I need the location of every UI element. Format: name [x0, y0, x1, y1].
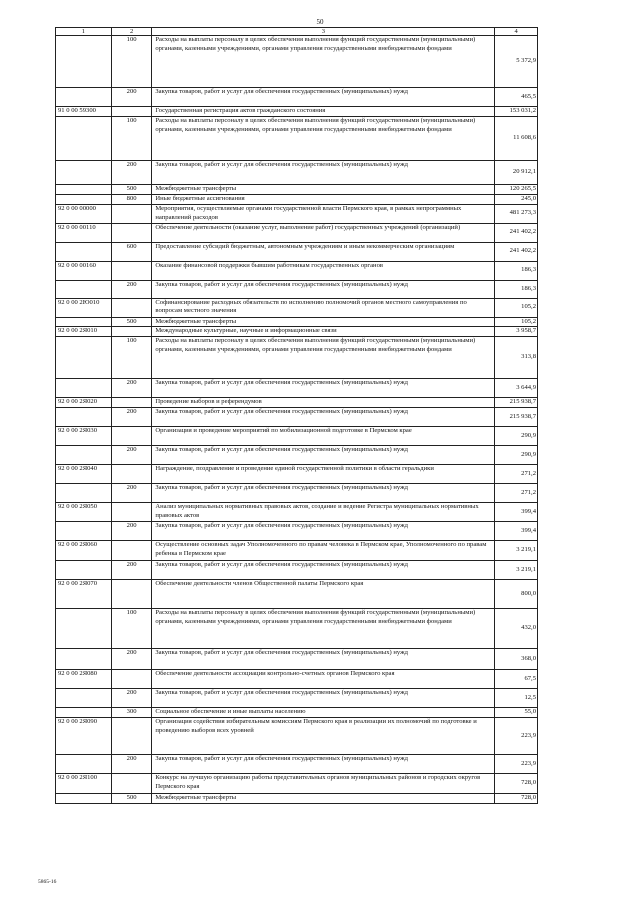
- table-row: [56, 580, 538, 609]
- row-type-cell: [111, 718, 152, 755]
- row-type-cell: 300: [111, 708, 152, 718]
- row-amount-cell: 271,2: [495, 484, 538, 503]
- row-code-cell: 92 0 00 2Я020: [56, 398, 112, 408]
- row-type-cell: [111, 223, 152, 242]
- row-code-cell: [56, 689, 112, 708]
- row-description-cell: Закупка товаров, работ и услуг для обеспечения государственных (муниципальных) нужд: [152, 689, 495, 708]
- row-amount-cell: 399,4: [495, 522, 538, 541]
- row-code-cell: 91 0 00 59300: [56, 107, 112, 117]
- table-row: [56, 561, 538, 580]
- row-code-cell: [56, 649, 112, 670]
- table-row: [56, 446, 538, 465]
- row-description-cell: Обеспечение деятельности ассоциации контрольно-счетных органов Пермского края: [152, 670, 495, 689]
- row-amount-cell: 12,5: [495, 689, 538, 708]
- row-description-cell: Расходы на выплаты персоналу в целях обеспечения выполнения функций государственными (муниципальными) органами, казенными учреждениями, органами управления государственными внебюджетными фондами: [152, 337, 495, 379]
- row-description-cell: Обеспечение деятельности (оказание услуг, выполнение работ) государственных учреждений (организаций): [152, 223, 495, 242]
- row-description-cell: Закупка товаров, работ и услуг для обеспечения государственных (муниципальных) нужд: [152, 484, 495, 503]
- table-row: [56, 205, 538, 224]
- row-code-cell: [56, 242, 112, 261]
- row-amount-cell: 368,0: [495, 649, 538, 670]
- row-code-cell: 92 0 00 2Я010: [56, 327, 112, 337]
- row-type-cell: [111, 327, 152, 337]
- row-amount-cell: 241 402,2: [495, 223, 538, 242]
- row-type-cell: 200: [111, 522, 152, 541]
- row-amount-cell: 186,3: [495, 261, 538, 280]
- row-code-cell: [56, 408, 112, 427]
- row-type-cell: 100: [111, 117, 152, 161]
- row-description-cell: Проведение выборов и референдумов: [152, 398, 495, 408]
- row-code-cell: [56, 522, 112, 541]
- table-row: [56, 261, 538, 280]
- row-code-cell: 92 0 00 00110: [56, 223, 112, 242]
- table-header-row: [56, 28, 538, 36]
- table-row: [56, 298, 538, 317]
- table-row: [56, 317, 538, 327]
- table-row: [56, 708, 538, 718]
- row-amount-cell: 271,2: [495, 465, 538, 484]
- row-description-cell: Межбюджетные трансферты: [152, 317, 495, 327]
- row-code-cell: [56, 561, 112, 580]
- row-code-cell: 92 0 00 2Я080: [56, 670, 112, 689]
- column-header-4: 4: [495, 28, 538, 36]
- row-description-cell: Расходы на выплаты персоналу в целях обеспечения выполнения функций государственными (муниципальными) органами, казенными учреждениями, органами управления государственными внебюджетными фондами: [152, 609, 495, 649]
- table-row: [56, 522, 538, 541]
- row-amount-cell: 223,9: [495, 755, 538, 774]
- row-type-cell: 200: [111, 280, 152, 298]
- row-code-cell: 92 0 00 2Я060: [56, 541, 112, 561]
- row-code-cell: [56, 36, 112, 88]
- table-row: [56, 327, 538, 337]
- row-description-cell: Организация содействия избирательным комиссиям Пермского края в реализации их полномочий по подготовке и проведению выборов всех уровней: [152, 718, 495, 755]
- row-description-cell: Софинансирование расходных обязательств по исполнению полномочий органов местного самоуправления по вопросам местного значения: [152, 298, 495, 317]
- row-amount-cell: 105,2: [495, 317, 538, 327]
- row-type-cell: [111, 261, 152, 280]
- table-row: [56, 503, 538, 522]
- row-description-cell: Закупка товаров, работ и услуг для обеспечения государственных (муниципальных) нужд: [152, 446, 495, 465]
- row-type-cell: 100: [111, 337, 152, 379]
- row-type-cell: 500: [111, 317, 152, 327]
- row-type-cell: 200: [111, 379, 152, 398]
- row-amount-cell: 20 912,1: [495, 161, 538, 185]
- row-description-cell: Закупка товаров, работ и услуг для обеспечения государственных (муниципальных) нужд: [152, 379, 495, 398]
- column-header-2: 2: [111, 28, 152, 36]
- row-type-cell: [111, 541, 152, 561]
- table-row: [56, 337, 538, 379]
- table-row: [56, 465, 538, 484]
- row-description-cell: Награждение, поздравление и проведение единой государственной политики в области геральдики: [152, 465, 495, 484]
- table-row: [56, 718, 538, 755]
- row-code-cell: [56, 379, 112, 398]
- table-row: [56, 242, 538, 261]
- row-type-cell: 800: [111, 195, 152, 205]
- row-description-cell: Закупка товаров, работ и услуг для обеспечения государственных (муниципальных) нужд: [152, 522, 495, 541]
- row-type-cell: 200: [111, 755, 152, 774]
- row-amount-cell: 55,0: [495, 708, 538, 718]
- table-row: [56, 107, 538, 117]
- row-amount-cell: 3 219,1: [495, 561, 538, 580]
- table-body: [56, 36, 538, 804]
- table-row: [56, 408, 538, 427]
- table-row: [56, 88, 538, 107]
- row-type-cell: [111, 670, 152, 689]
- row-type-cell: [111, 427, 152, 446]
- row-type-cell: [111, 503, 152, 522]
- row-code-cell: [56, 280, 112, 298]
- row-amount-cell: 800,0: [495, 580, 538, 609]
- table-row: [56, 794, 538, 804]
- row-type-cell: 200: [111, 649, 152, 670]
- row-type-cell: [111, 398, 152, 408]
- row-amount-cell: 481 273,3: [495, 205, 538, 224]
- table-row: [56, 379, 538, 398]
- row-code-cell: [56, 794, 112, 804]
- row-code-cell: [56, 88, 112, 107]
- row-amount-cell: 11 608,6: [495, 117, 538, 161]
- row-description-cell: Государственная регистрация актов гражданского состояния: [152, 107, 495, 117]
- row-type-cell: 200: [111, 408, 152, 427]
- row-description-cell: Предоставление субсидий бюджетным, автономным учреждениям и иным некоммерческим организациям: [152, 242, 495, 261]
- row-type-cell: [111, 774, 152, 794]
- table-row: [56, 195, 538, 205]
- table-row: [56, 36, 538, 88]
- row-amount-cell: 399,4: [495, 503, 538, 522]
- row-description-cell: Расходы на выплаты персоналу в целях обеспечения выполнения функций государственными (муниципальными) органами, казенными учреждениями, органами управления государственными внебюджетными фондами: [152, 36, 495, 88]
- row-description-cell: Организация и проведение мероприятий по мобилизационной подготовке в Пермском крае: [152, 427, 495, 446]
- row-type-cell: [111, 580, 152, 609]
- table-row: [56, 398, 538, 408]
- row-type-cell: 100: [111, 36, 152, 88]
- column-header-3: 3: [152, 28, 495, 36]
- row-description-cell: Мероприятия, осуществляемые органами государственной власти Пермского края, в рамках непрограммных направлений расходов: [152, 205, 495, 224]
- table-row: [56, 541, 538, 561]
- row-code-cell: 92 0 00 2Я100: [56, 774, 112, 794]
- row-type-cell: 600: [111, 242, 152, 261]
- row-description-cell: Межбюджетные трансферты: [152, 185, 495, 195]
- row-type-cell: 200: [111, 88, 152, 107]
- row-code-cell: [56, 317, 112, 327]
- row-amount-cell: 3 219,1: [495, 541, 538, 561]
- row-code-cell: [56, 185, 112, 195]
- row-type-cell: [111, 465, 152, 484]
- row-code-cell: 92 0 00 00160: [56, 261, 112, 280]
- row-code-cell: 92 0 00 2Я050: [56, 503, 112, 522]
- row-description-cell: Закупка товаров, работ и услуг для обеспечения государственных (муниципальных) нужд: [152, 408, 495, 427]
- row-type-cell: [111, 107, 152, 117]
- table-row: [56, 774, 538, 794]
- row-amount-cell: 290,9: [495, 446, 538, 465]
- row-description-cell: Расходы на выплаты персоналу в целях обеспечения выполнения функций государственными (муниципальными) органами, казенными учреждениями, органами управления государственными внебюджетными фондами: [152, 117, 495, 161]
- row-type-cell: 200: [111, 689, 152, 708]
- row-code-cell: [56, 708, 112, 718]
- row-code-cell: [56, 446, 112, 465]
- row-description-cell: Закупка товаров, работ и услуг для обеспечения государственных (муниципальных) нужд: [152, 161, 495, 185]
- table-row: [56, 689, 538, 708]
- row-type-cell: 200: [111, 561, 152, 580]
- row-code-cell: 92 0 00 2Я040: [56, 465, 112, 484]
- page-number: 50: [316, 18, 324, 26]
- row-amount-cell: 223,9: [495, 718, 538, 755]
- row-amount-cell: 465,5: [495, 88, 538, 107]
- row-amount-cell: 153 031,2: [495, 107, 538, 117]
- row-type-cell: 200: [111, 484, 152, 503]
- row-amount-cell: 290,9: [495, 427, 538, 446]
- row-amount-cell: 245,0: [495, 195, 538, 205]
- row-type-cell: 500: [111, 185, 152, 195]
- row-code-cell: [56, 117, 112, 161]
- row-description-cell: Закупка товаров, работ и услуг для обеспечения государственных (муниципальных) нужд: [152, 755, 495, 774]
- row-description-cell: Закупка товаров, работ и услуг для обеспечения государственных (муниципальных) нужд: [152, 561, 495, 580]
- row-amount-cell: 5 372,9: [495, 36, 538, 88]
- row-amount-cell: 3 958,7: [495, 327, 538, 337]
- table-row: [56, 609, 538, 649]
- row-description-cell: Обеспечение деятельности членов Общественной палаты Пермского края: [152, 580, 495, 609]
- row-code-cell: [56, 484, 112, 503]
- footer-code: 5865-16: [38, 879, 57, 885]
- row-description-cell: Закупка товаров, работ и услуг для обеспечения государственных (муниципальных) нужд: [152, 88, 495, 107]
- table-row: [56, 670, 538, 689]
- row-description-cell: Социальное обеспечение и иные выплаты населению: [152, 708, 495, 718]
- table-row: [56, 185, 538, 195]
- row-type-cell: 200: [111, 446, 152, 465]
- row-amount-cell: 241 402,2: [495, 242, 538, 261]
- row-code-cell: [56, 337, 112, 379]
- table-row: [56, 161, 538, 185]
- row-amount-cell: 67,5: [495, 670, 538, 689]
- row-description-cell: Закупка товаров, работ и услуг для обеспечения государственных (муниципальных) нужд: [152, 649, 495, 670]
- row-code-cell: 92 0 00 2Ю010: [56, 298, 112, 317]
- row-description-cell: Закупка товаров, работ и услуг для обеспечения государственных (муниципальных) нужд: [152, 280, 495, 298]
- row-amount-cell: 186,3: [495, 280, 538, 298]
- row-type-cell: 500: [111, 794, 152, 804]
- row-code-cell: 92 0 00 2Я070: [56, 580, 112, 609]
- row-description-cell: Международные культурные, научные и информационные связи: [152, 327, 495, 337]
- table-row: [56, 280, 538, 298]
- row-code-cell: 92 0 00 2Я090: [56, 718, 112, 755]
- table-row: [56, 755, 538, 774]
- budget-table: [55, 27, 538, 804]
- row-amount-cell: 215 938,7: [495, 398, 538, 408]
- row-amount-cell: 3 644,9: [495, 379, 538, 398]
- row-description-cell: Межбюджетные трансферты: [152, 794, 495, 804]
- table-row: [56, 223, 538, 242]
- row-amount-cell: 215 938,7: [495, 408, 538, 427]
- row-amount-cell: 105,2: [495, 298, 538, 317]
- row-code-cell: [56, 161, 112, 185]
- row-amount-cell: 728,0: [495, 774, 538, 794]
- row-code-cell: 92 0 00 2Я030: [56, 427, 112, 446]
- row-type-cell: [111, 205, 152, 224]
- row-description-cell: Оказание финансовой поддержки бывшим работникам государственных органов: [152, 261, 495, 280]
- table-row: [56, 484, 538, 503]
- table-row: [56, 117, 538, 161]
- row-description-cell: Конкурс на лучшую организацию работы представительных органов муниципальных районов и городских округов Пермского края: [152, 774, 495, 794]
- row-amount-cell: 120 265,5: [495, 185, 538, 195]
- row-type-cell: 100: [111, 609, 152, 649]
- row-type-cell: [111, 298, 152, 317]
- row-description-cell: Анализ муниципальных нормативных правовых актов, создание и ведение Регистра муниципальных нормативных правовых актов: [152, 503, 495, 522]
- row-code-cell: [56, 755, 112, 774]
- row-description-cell: Иные бюджетные ассигнования: [152, 195, 495, 205]
- row-amount-cell: 313,8: [495, 337, 538, 379]
- row-code-cell: [56, 195, 112, 205]
- row-amount-cell: 432,0: [495, 609, 538, 649]
- column-header-1: 1: [56, 28, 112, 36]
- row-type-cell: 200: [111, 161, 152, 185]
- row-amount-cell: 728,0: [495, 794, 538, 804]
- row-code-cell: [56, 609, 112, 649]
- row-description-cell: Осуществление основных задач Уполномоченного по правам человека в Пермском крае, Уполномоченного по правам ребенка в Пермском крае: [152, 541, 495, 561]
- table-row: [56, 649, 538, 670]
- table-row: [56, 427, 538, 446]
- row-code-cell: 92 0 00 00000: [56, 205, 112, 224]
